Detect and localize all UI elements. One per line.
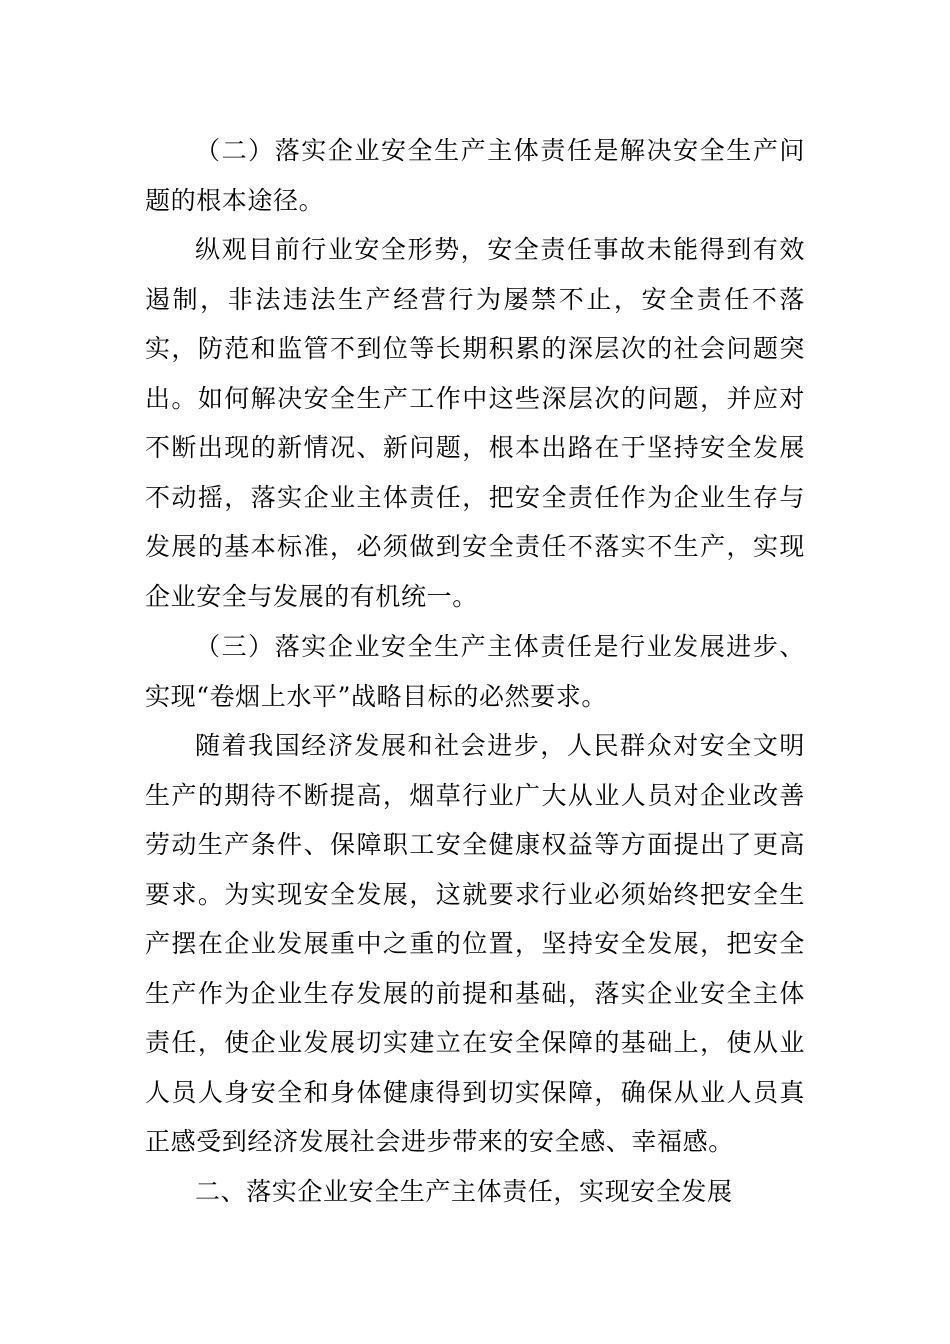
body-paragraph-1: 纵观目前行业安全形势，安全责任事故未能得到有效遏制，非法违法生产经营行为屡禁不止，安全责任不落实，防范和监管不到位等长期积累的深层次的社会问题突出。如何解决安全生产工作中这些深层次的问题，并应对不断出现的新情况、新问题，根本出路在于坚持安全发展不动摇，落实企业主体责任，把安全责任作为企业生存与发展的基本标准，必须做到安全责任不落实不生产，实现企业安全与发展的有机统一。 [145,235,805,611]
chapter-heading-2: 二、落实企业安全生产主体责任，实现安全发展 [195,1177,733,1206]
section-heading-2: （二）落实企业安全生产主体责任是解决安全生产问题的根本途径。 [145,136,805,215]
body-paragraph-2: 随着我国经济发展和社会进步，人民群众对安全文明生产的期待不断提高，烟草行业广大从业人员对企业改善劳动生产条件、保障职工安全健康权益等方面提出了更高要求。为实现安全发展，这就要求行业必须始终把安全生产摆在企业发展重中之重的位置，坚持安全发展，把安全生产作为企业生存发展的前提和基础，落实企业安全主体责任，使企业发展切实建立在安全保障的基础上，使从业人员人身安全和身体健康得到切实保障，确保从业人员真正感受到经济发展社会进步带来的安全感、幸福感。 [145,731,805,1156]
section-heading-3: （三）落实企业安全生产主体责任是行业发展进步、实现“卷烟上水平”战略目标的必然要求。 [145,632,805,711]
